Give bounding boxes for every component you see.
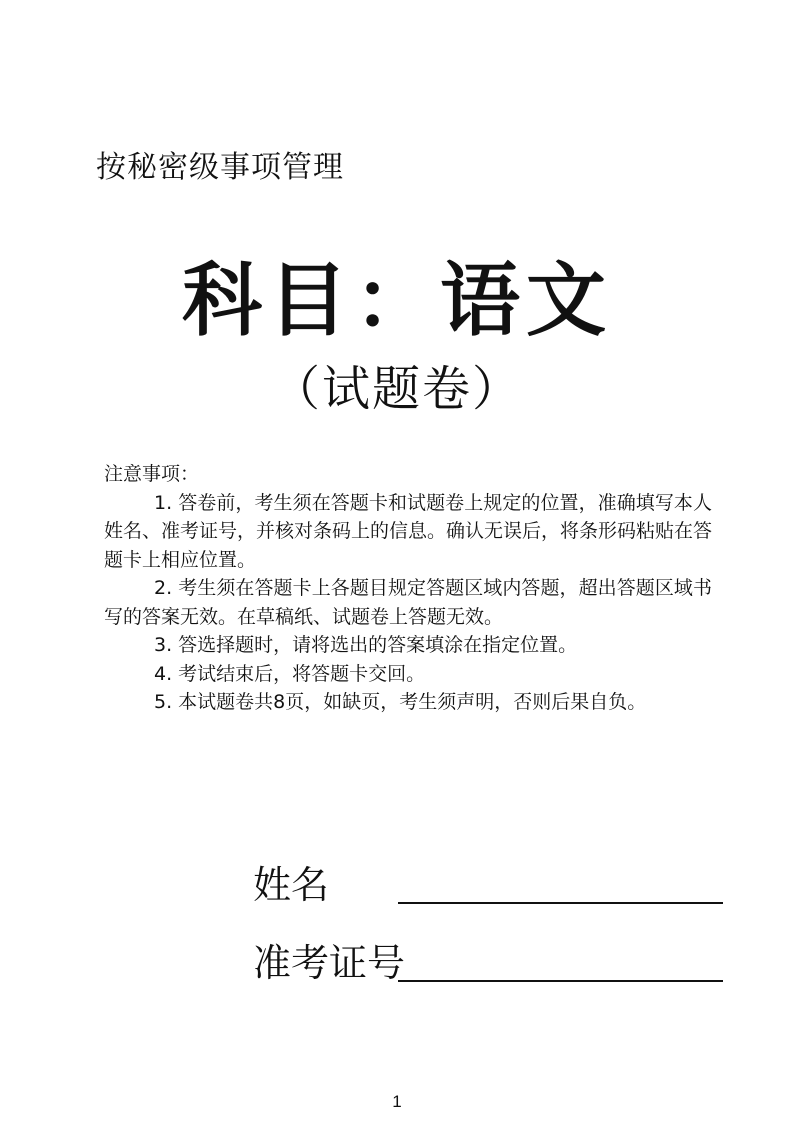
exam-id-field[interactable]	[253, 938, 723, 988]
name-field-line[interactable]	[398, 902, 723, 904]
page-number: 1	[392, 1092, 402, 1111]
notice-title: 注意事项：	[104, 463, 200, 485]
name-field[interactable]	[253, 860, 723, 910]
notice-item: 2. 考生须在答题卡上各题目规定答题区域内答题，超出答题区域书写的答案无效。在草稿纸、试题卷上答题无效。	[104, 577, 712, 628]
notice-item: 4. 考试结束后，将答题卡交回。	[154, 662, 426, 685]
notice-item: 1. 答卷前，考生须在答题卡和试题卷上规定的位置，准确填写本人姓名、准考证号，并核对条码上的信息。确认无误后，将条形码粘贴在答题卡上相应位置。	[104, 491, 713, 571]
exam-id-field-label: 准考证号	[253, 941, 406, 985]
notice-item: 5. 本试题卷共8页，如缺页，考生须声明，否则后果自负。	[154, 691, 647, 713]
name-field-label: 姓名	[253, 863, 330, 907]
classification-label: 按秘密级事项管理	[96, 150, 344, 185]
paper-type-subtitle: （试题卷）	[271, 361, 522, 417]
notice-section	[104, 460, 712, 717]
notice-item: 3. 答选择题时，请将选出的答案填涂在指定位置。	[154, 634, 578, 656]
exam-id-field-line[interactable]	[398, 980, 723, 982]
subject-title: 科目：语文	[182, 253, 612, 347]
